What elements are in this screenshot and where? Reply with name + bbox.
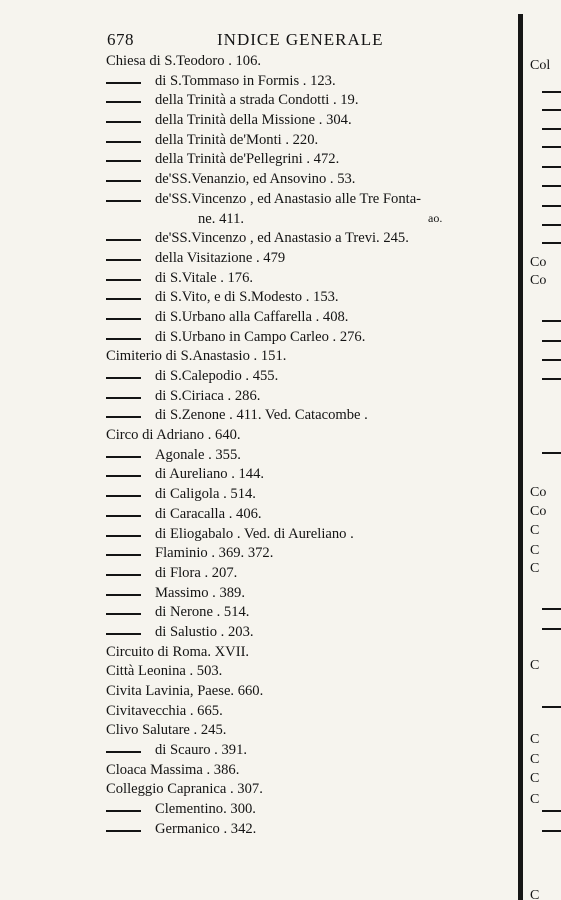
entry-text: di S.Vito, e di S.Modesto . 153. bbox=[155, 289, 339, 306]
adjacent-page-dash bbox=[542, 128, 561, 130]
ditto-dash bbox=[106, 377, 141, 379]
index-entry-main bbox=[106, 662, 511, 682]
entry-text: ne. 411. bbox=[198, 210, 245, 227]
page-number: 678 bbox=[107, 30, 134, 49]
adjacent-page-dash bbox=[542, 224, 561, 226]
adjacent-page-dash bbox=[542, 166, 561, 168]
index-entry-sub bbox=[106, 288, 511, 308]
adjacent-page-dash bbox=[542, 242, 561, 244]
entry-text: di S.Zenone . 411. Ved. Catacombe . bbox=[155, 407, 368, 424]
ditto-dash bbox=[106, 810, 141, 812]
index-entry-main bbox=[106, 761, 511, 781]
ditto-dash bbox=[106, 239, 141, 241]
ditto-dash bbox=[106, 397, 141, 399]
entry-text: della Trinità della Missione . 304. bbox=[155, 112, 352, 129]
entry-text: Colleggio Capranica . 307. bbox=[106, 781, 263, 798]
adjacent-page-letter: C bbox=[530, 792, 540, 807]
entry-text: de'SS.Venanzio, ed Ansovino . 53. bbox=[155, 171, 356, 188]
adjacent-page-letter: C bbox=[530, 732, 540, 747]
entry-text: di Salustio . 203. bbox=[155, 623, 254, 640]
ditto-dash bbox=[106, 101, 141, 103]
entry-text: di Scauro . 391. bbox=[155, 742, 248, 759]
adjacent-page-letter: Co bbox=[530, 273, 547, 288]
page-gutter bbox=[518, 14, 523, 900]
index-entry-main bbox=[106, 426, 511, 446]
index-entry-sub bbox=[106, 131, 511, 151]
adjacent-page-letter: C bbox=[530, 888, 540, 900]
page-title: INDICE GENERALE bbox=[217, 30, 384, 49]
index-entry-sub bbox=[106, 328, 511, 348]
ditto-dash bbox=[106, 338, 141, 340]
ditto-dash bbox=[106, 535, 141, 537]
adjacent-page-dash bbox=[542, 706, 561, 708]
adjacent-page-dash bbox=[542, 378, 561, 380]
index-entry-sub bbox=[106, 505, 511, 525]
adjacent-page-dash bbox=[542, 359, 561, 361]
entry-text: di Caracalla . 406. bbox=[155, 505, 262, 522]
index-entry-sub bbox=[106, 525, 511, 545]
index-entry-sub bbox=[106, 170, 511, 190]
entry-text: di S.Urbano alla Caffarella . 408. bbox=[155, 308, 349, 325]
adjacent-page-letter: C bbox=[530, 658, 540, 673]
ditto-dash bbox=[106, 259, 141, 261]
ditto-dash bbox=[106, 180, 141, 182]
index-entry-sub bbox=[106, 190, 511, 210]
index-entry-main bbox=[106, 721, 511, 741]
adjacent-page-letter: C bbox=[530, 752, 540, 767]
ditto-dash bbox=[106, 475, 141, 477]
entry-text: di S.Ciriaca . 286. bbox=[155, 387, 261, 404]
entry-text: Circuito di Roma. XVII. bbox=[106, 643, 250, 660]
index-entry-sub bbox=[106, 564, 511, 584]
adjacent-page-dash bbox=[542, 340, 561, 342]
ditto-dash bbox=[106, 495, 141, 497]
index-entry-main bbox=[106, 702, 511, 722]
adjacent-page-dash bbox=[542, 320, 561, 322]
entry-text: Civita Lavinia, Paese. 660. bbox=[106, 683, 264, 699]
adjacent-page-dash bbox=[542, 452, 561, 454]
entry-text: della Trinità de'Pellegrini . 472. bbox=[155, 151, 340, 168]
entry-text: Cimiterio di S.Anastasio . 151. bbox=[106, 348, 287, 365]
ditto-dash bbox=[106, 416, 141, 418]
ditto-dash bbox=[106, 554, 141, 556]
index-entry-sub bbox=[106, 820, 511, 840]
index-entry-sub bbox=[106, 544, 511, 564]
ditto-dash bbox=[106, 121, 141, 123]
index-entry-sub bbox=[106, 72, 511, 92]
entry-text: di Flora . 207. bbox=[155, 564, 238, 581]
index-entry-sub bbox=[106, 465, 511, 485]
entry-text: Civitavecchia . 665. bbox=[106, 702, 223, 719]
index-entry-main bbox=[106, 347, 511, 367]
index-entry-sub bbox=[106, 584, 511, 604]
index-entry-sub bbox=[106, 249, 511, 269]
entry-text: della Trinità de'Monti . 220. bbox=[155, 131, 319, 148]
entry-text: Clivo Salutare . 245. bbox=[106, 722, 227, 739]
ditto-dash bbox=[106, 82, 141, 84]
adjacent-page-dash bbox=[542, 608, 561, 610]
ditto-dash bbox=[106, 515, 141, 517]
index-entry-sub bbox=[106, 150, 511, 170]
index-entry-sub bbox=[106, 623, 511, 643]
ditto-dash bbox=[106, 594, 141, 596]
index-entry-sub bbox=[106, 367, 511, 387]
ditto-dash bbox=[106, 200, 141, 202]
adjacent-page-dash bbox=[542, 146, 561, 148]
entry-text: di S.Tommaso in Formis . 123. bbox=[155, 72, 336, 89]
adjacent-page-letter: C bbox=[530, 561, 540, 576]
entry-text: di S.Calepodio . 455. bbox=[155, 368, 279, 384]
index-entry-sub bbox=[106, 800, 511, 820]
entry-text: Flaminio . 369. 372. bbox=[155, 545, 274, 562]
entry-text: della Trinità a strada Condotti . 19. bbox=[155, 92, 359, 109]
ditto-dash bbox=[106, 574, 141, 576]
adjacent-page-letter: C bbox=[530, 543, 540, 558]
index-entry-sub bbox=[106, 111, 511, 131]
ditto-dash bbox=[106, 160, 141, 162]
entry-text: de'SS.Vincenzo , ed Anastasio a Trevi. 245. bbox=[155, 230, 409, 247]
entry-text: di Eliogabalo . Ved. di Aureliano . bbox=[155, 525, 354, 542]
ditto-dash bbox=[106, 141, 141, 143]
ditto-dash bbox=[106, 830, 141, 832]
index-entry-main bbox=[106, 52, 511, 72]
index-entry-sub bbox=[106, 741, 511, 761]
adjacent-page-dash bbox=[542, 810, 561, 812]
ditto-dash bbox=[106, 456, 141, 458]
adjacent-page-letter: Co bbox=[530, 255, 547, 270]
entry-text: di Caligola . 514. bbox=[155, 486, 256, 503]
ditto-dash bbox=[106, 298, 141, 300]
entry-text: Clementino. 300. bbox=[155, 801, 256, 818]
entry-text: di S.Vitale . 176. bbox=[155, 269, 254, 286]
index-entries bbox=[106, 52, 511, 840]
adjacent-page-letter: Co bbox=[530, 504, 547, 519]
index-entry-sub bbox=[106, 446, 511, 466]
page-header bbox=[107, 30, 507, 52]
entry-text: Chiesa di S.Teodoro . 106. bbox=[106, 53, 262, 69]
adjacent-page-letter: Co bbox=[530, 485, 547, 500]
adjacent-page-dash bbox=[542, 830, 561, 832]
index-entry-sub bbox=[106, 603, 511, 623]
index-entry-sub bbox=[106, 308, 511, 328]
entry-text: Germanico . 342. bbox=[155, 820, 257, 837]
ditto-dash bbox=[106, 751, 141, 753]
entry-text: Cloaca Massima . 386. bbox=[106, 761, 240, 778]
entry-text: Circo di Adriano . 640. bbox=[106, 427, 241, 444]
adjacent-page-letter: C bbox=[530, 771, 540, 786]
entry-text: Agonale . 355. bbox=[155, 446, 241, 463]
adjacent-page-letter: Col bbox=[530, 58, 551, 73]
index-entry-main bbox=[106, 780, 511, 800]
ditto-dash bbox=[106, 633, 141, 635]
entry-text: Massimo . 389. bbox=[155, 584, 245, 601]
index-entry-sub bbox=[106, 269, 511, 289]
adjacent-page-dash bbox=[542, 91, 561, 93]
adjacent-page-dash bbox=[542, 109, 561, 111]
index-entry-sub bbox=[106, 387, 511, 407]
ditto-dash bbox=[106, 279, 141, 281]
stray-ink-mark: ao. bbox=[428, 211, 443, 225]
entry-text: di Nerone . 514. bbox=[155, 604, 250, 621]
ditto-dash bbox=[106, 613, 141, 615]
adjacent-page-dash bbox=[542, 205, 561, 207]
index-entry-main bbox=[106, 643, 511, 663]
index-entry-main bbox=[106, 682, 511, 702]
adjacent-page-edge bbox=[530, 0, 561, 900]
index-entry-sub bbox=[106, 406, 511, 426]
index-entry-sub bbox=[106, 229, 511, 249]
index-entry-sub bbox=[106, 485, 511, 505]
entry-text: di S.Urbano in Campo Carleo . 276. bbox=[155, 328, 366, 345]
adjacent-page-dash bbox=[542, 185, 561, 187]
entry-text: Città Leonina . 503. bbox=[106, 663, 223, 680]
entry-text: de'SS.Vincenzo , ed Anastasio alle Tre Fonta- bbox=[155, 190, 422, 207]
adjacent-page-dash bbox=[542, 628, 561, 630]
index-entry-cont bbox=[106, 210, 511, 230]
entry-text: della Visitazione . 479 bbox=[155, 249, 286, 266]
entry-text: di Aureliano . 144. bbox=[155, 466, 265, 483]
index-entry-sub bbox=[106, 91, 511, 111]
ditto-dash bbox=[106, 318, 141, 320]
adjacent-page-letter: C bbox=[530, 523, 540, 538]
